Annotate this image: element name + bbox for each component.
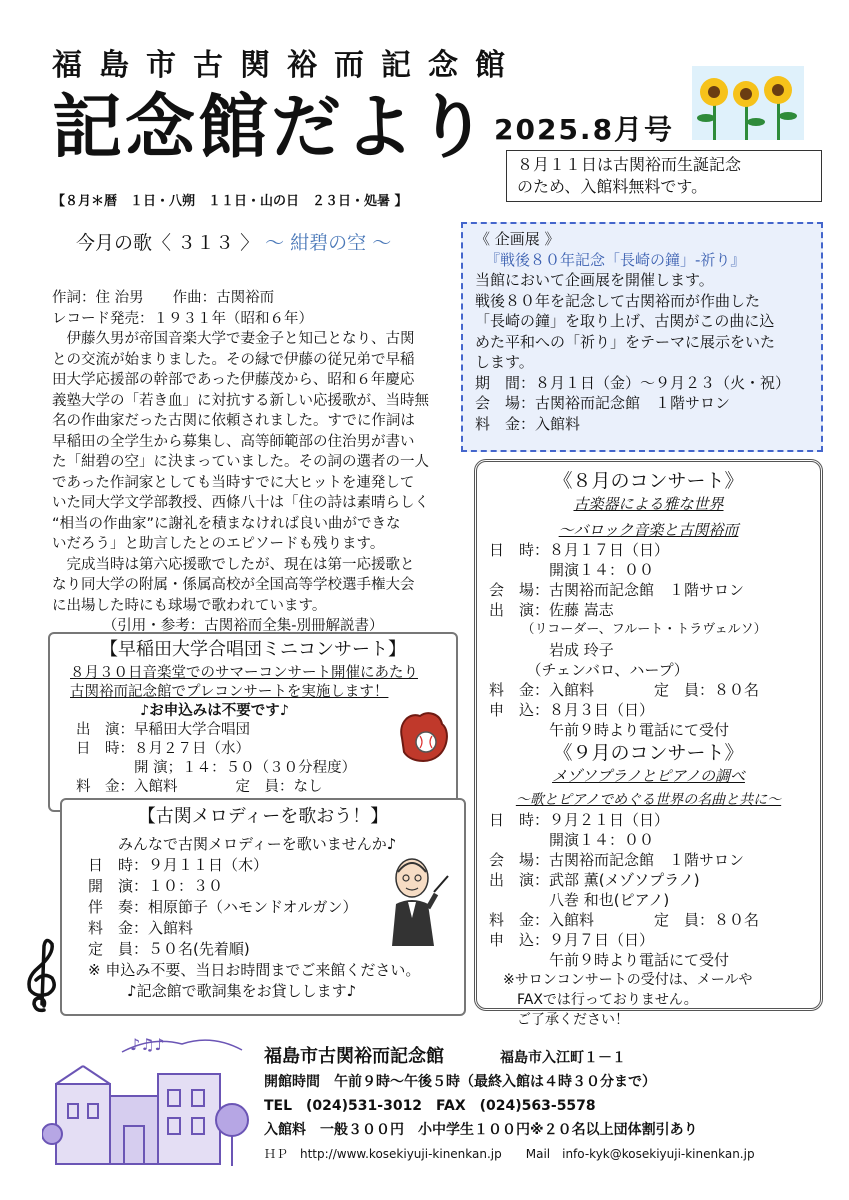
exhibition-line: 会 場：古関裕而記念館 １階サロン: [475, 394, 731, 412]
aug-concert-subtitle: ～バロック音楽と古関裕而: [558, 521, 739, 539]
article-line: （引用・参考：古関裕而全集‐別冊解説書）: [52, 618, 384, 634]
melody-line: 料 金：入館料: [88, 919, 194, 937]
birthday-notice: [506, 150, 822, 202]
melody-line: ※ 申込み不要、当日お時間までご来館ください。: [88, 961, 421, 979]
aug-concert-title: 《８月のコンサート》: [553, 470, 744, 492]
exhibition-line: めた平和への「祈り」をテーマに展示をいた: [475, 332, 776, 351]
sep-concert-line: 開演１４：００: [489, 831, 655, 849]
melody-line: ♪記念館で歌詞集をお貸しします♪: [112, 982, 357, 1000]
birthday-line: ８月１１日は古関裕而生誕記念: [517, 155, 742, 174]
exhibition-label: 《 企画展 》: [475, 230, 560, 248]
svg-text:♪♫♪: ♪♫♪: [130, 1035, 165, 1054]
sep-concert-note: FAXでは行っておりません。: [489, 992, 698, 1008]
footer-web: ＨＰ http://www.kosekiyuji-kinenkan.jp Mail info-kyk@kosekiyuji-kinenkan.jp: [264, 1147, 755, 1161]
sep-concert-subtitle: ～歌とピアノでめぐる世界の名曲と共に～: [515, 792, 782, 808]
footer-fees: 入館料 一般３００円 小中学生１００円※２０名以上団体割引あり: [264, 1122, 698, 1138]
article-line: 伊藤久男が帝国音楽大学で妻金子と知己となり、古関: [52, 331, 415, 347]
birthday-line: のため、入館料無料です。: [517, 177, 708, 196]
article-line: 作詞：住 治男 作曲：古関裕而: [52, 290, 275, 306]
song-number: 今月の歌〈 ３１３ 〉: [76, 232, 260, 254]
article-line: た「紺碧の空」に決まっていました。その詞の選者の一人: [52, 454, 429, 470]
aug-concert-line: 開演１４：００: [489, 561, 655, 579]
waseda-line: 料 金：入館料 定 員：なし: [76, 779, 323, 795]
article-line: 義塾大学の「若き血」に対抗する新しい応援歌が、当時無: [52, 392, 429, 409]
article-line: なり同大学の附属・係属高校が全国高等学校選手権大会: [52, 577, 415, 593]
organization-title: 福島市古関裕而記念館: [52, 48, 522, 83]
exhibition-line: 当館において企画展を開催します。: [475, 271, 714, 289]
aug-concert-subtitle: 古楽器による雅な世界: [573, 495, 724, 513]
conductor-icon: [382, 852, 450, 948]
song-title: ～ 紺碧の空 ～: [265, 232, 392, 254]
article-line: であった作詞家としても当時すでに大ヒットを連発して: [52, 474, 415, 491]
article-line: 田大学応援部の幹部であった伊藤茂から、昭和６年慶応: [52, 372, 415, 388]
sep-concert-line: 出 演：武部 薫(メゾソプラノ): [489, 871, 700, 889]
sep-concert-note: ※サロンコンサートの受付は、メールや: [489, 972, 753, 988]
footer-hours: 開館時間 午前９時～午後５時（最終入館は４時３０分まで）: [264, 1074, 656, 1090]
waseda-line: 出 演：早稲田大学合唱団: [76, 722, 250, 738]
aug-concert-line: 料 金：入館料 定 員：８０名: [489, 681, 760, 699]
sep-concert-line: 日 時：９月２１日（日）: [489, 811, 670, 829]
exhibition-title: 『戦後８０年記念「長崎の鐘」‐祈り』: [485, 250, 746, 269]
exhibition-box: [461, 222, 823, 452]
footer-contact: TEL (024)531-3012 FAX (024)563-5578: [264, 1098, 596, 1114]
exhibition-line: 期 間：８月１日（金）～９月２３（火・祝）: [475, 373, 791, 392]
article-line: レコード発売：１９３１年（昭和６年）: [52, 310, 313, 327]
melody-line: みんなで古関メロディーを歌いませんか♪: [118, 835, 397, 853]
melody-title: 【古関メロディーを歌おう！】: [137, 806, 389, 827]
aug-concert-line: （リコーダー、フルート・トラヴェルソ）: [489, 622, 767, 637]
article-line: 名の作曲家だった古関に依頼されました。すでに作詞は: [52, 413, 415, 429]
article-line: いだろう」と助言したとのエピソードも残ります。: [52, 536, 385, 552]
aug-concert-line: 出 演：佐藤 嵩志: [489, 601, 614, 619]
aug-concert-line: 岩成 玲子: [489, 641, 614, 659]
exhibition-line: 戦後８０年を記念して古関裕而が作曲した: [475, 291, 761, 310]
sep-concert-subtitle: メゾソプラノとピアノの調べ: [552, 767, 745, 785]
waseda-line: 古関裕而記念館でプレコンサートを実施します！: [70, 684, 389, 700]
melody-line: 定 員：５０名(先着順): [88, 940, 250, 958]
melody-line: 日 時：９月１１日（木）: [88, 856, 269, 874]
article-line: に出場した時にも球場で歌われています。: [52, 597, 327, 614]
treble-clef-icon: [22, 938, 62, 1014]
concert-box: [474, 459, 823, 1028]
sep-concert-line: 申 込：９月７日（日）: [489, 931, 655, 949]
waseda-line: 開 演；１４：５０（３０分程度）: [76, 760, 357, 776]
aug-concert-line: 会 場：古関裕而記念館 １階サロン: [489, 581, 745, 599]
aug-concert-line: 午前９時より電話にて受付: [489, 721, 730, 739]
aug-concert-line: 申 込：８月３日（日）: [489, 701, 655, 719]
waseda-line: 日 時：８月２７日（水）: [76, 741, 250, 757]
melody-line: 伴 奏：相原節子（ハモンドオルガン）: [88, 898, 358, 916]
issue-label: 2025.8月号: [494, 113, 675, 146]
article-line: “相当の作曲家”に謝礼を積まなければ良い曲ができな: [52, 515, 401, 532]
exhibition-line: します。: [475, 353, 534, 371]
article-line: 早稲田の全学生から募集し、高等師範部の住治男が書い: [52, 433, 415, 450]
article-line: 完成当時は第六応援歌でしたが、現在は第一応援歌と: [52, 556, 415, 573]
monthly-calendar: 【８月＊暦 １日・八朔 １１日・山の日 ２３日・処暑 】: [52, 194, 408, 209]
newsletter-title: 記念館だより: [52, 86, 490, 168]
article-line: いた同大学文学部教授、西條八十は「住の詩は素晴らしく: [52, 495, 429, 511]
sep-concert-line: 会 場：古関裕而記念館 １階サロン: [489, 851, 745, 869]
aug-concert-line: （チェンバロ、ハープ）: [489, 661, 689, 679]
footer-address: 福島市入江町１－１: [500, 1050, 626, 1066]
exhibition-line: 「長崎の鐘」を取り上げ、古関がこの曲に込: [475, 312, 775, 330]
museum-building-icon: [42, 1030, 252, 1172]
waseda-title: 【早稲田大学合唱団ミニコンサート】: [100, 639, 406, 660]
sep-concert-line: 料 金：入館料 定 員：８０名: [489, 911, 760, 929]
sunflower-icon: [692, 66, 804, 140]
sep-concert-line: 午前９時より電話にて受付: [489, 951, 730, 969]
exhibition-line: 料 金：入館料: [475, 414, 581, 433]
melody-line: 開 演：１０：３０: [88, 877, 224, 895]
sep-concert-line: 八巻 和也(ピアノ): [489, 891, 670, 909]
song-heading: [76, 228, 391, 255]
song-article: [52, 288, 457, 637]
footer-info: [264, 1045, 755, 1166]
article-line: との交流が始まりました。その縁で伊藤の従兄弟で早稲: [52, 351, 415, 368]
waseda-line: ♪お申込みは不要です♪: [140, 703, 290, 719]
baseball-glove-icon: [394, 708, 452, 766]
waseda-line: ８月３０日音楽堂でのサマーコンサート開催にあたり: [70, 665, 418, 681]
sep-concert-title: 《９月のコンサート》: [553, 742, 744, 764]
sep-concert-note: ご了承ください！: [489, 1012, 629, 1028]
footer-museum-name: 福島市古関裕而記念館: [264, 1046, 444, 1067]
aug-concert-line: 日 時：８月１７日（日）: [489, 541, 670, 559]
